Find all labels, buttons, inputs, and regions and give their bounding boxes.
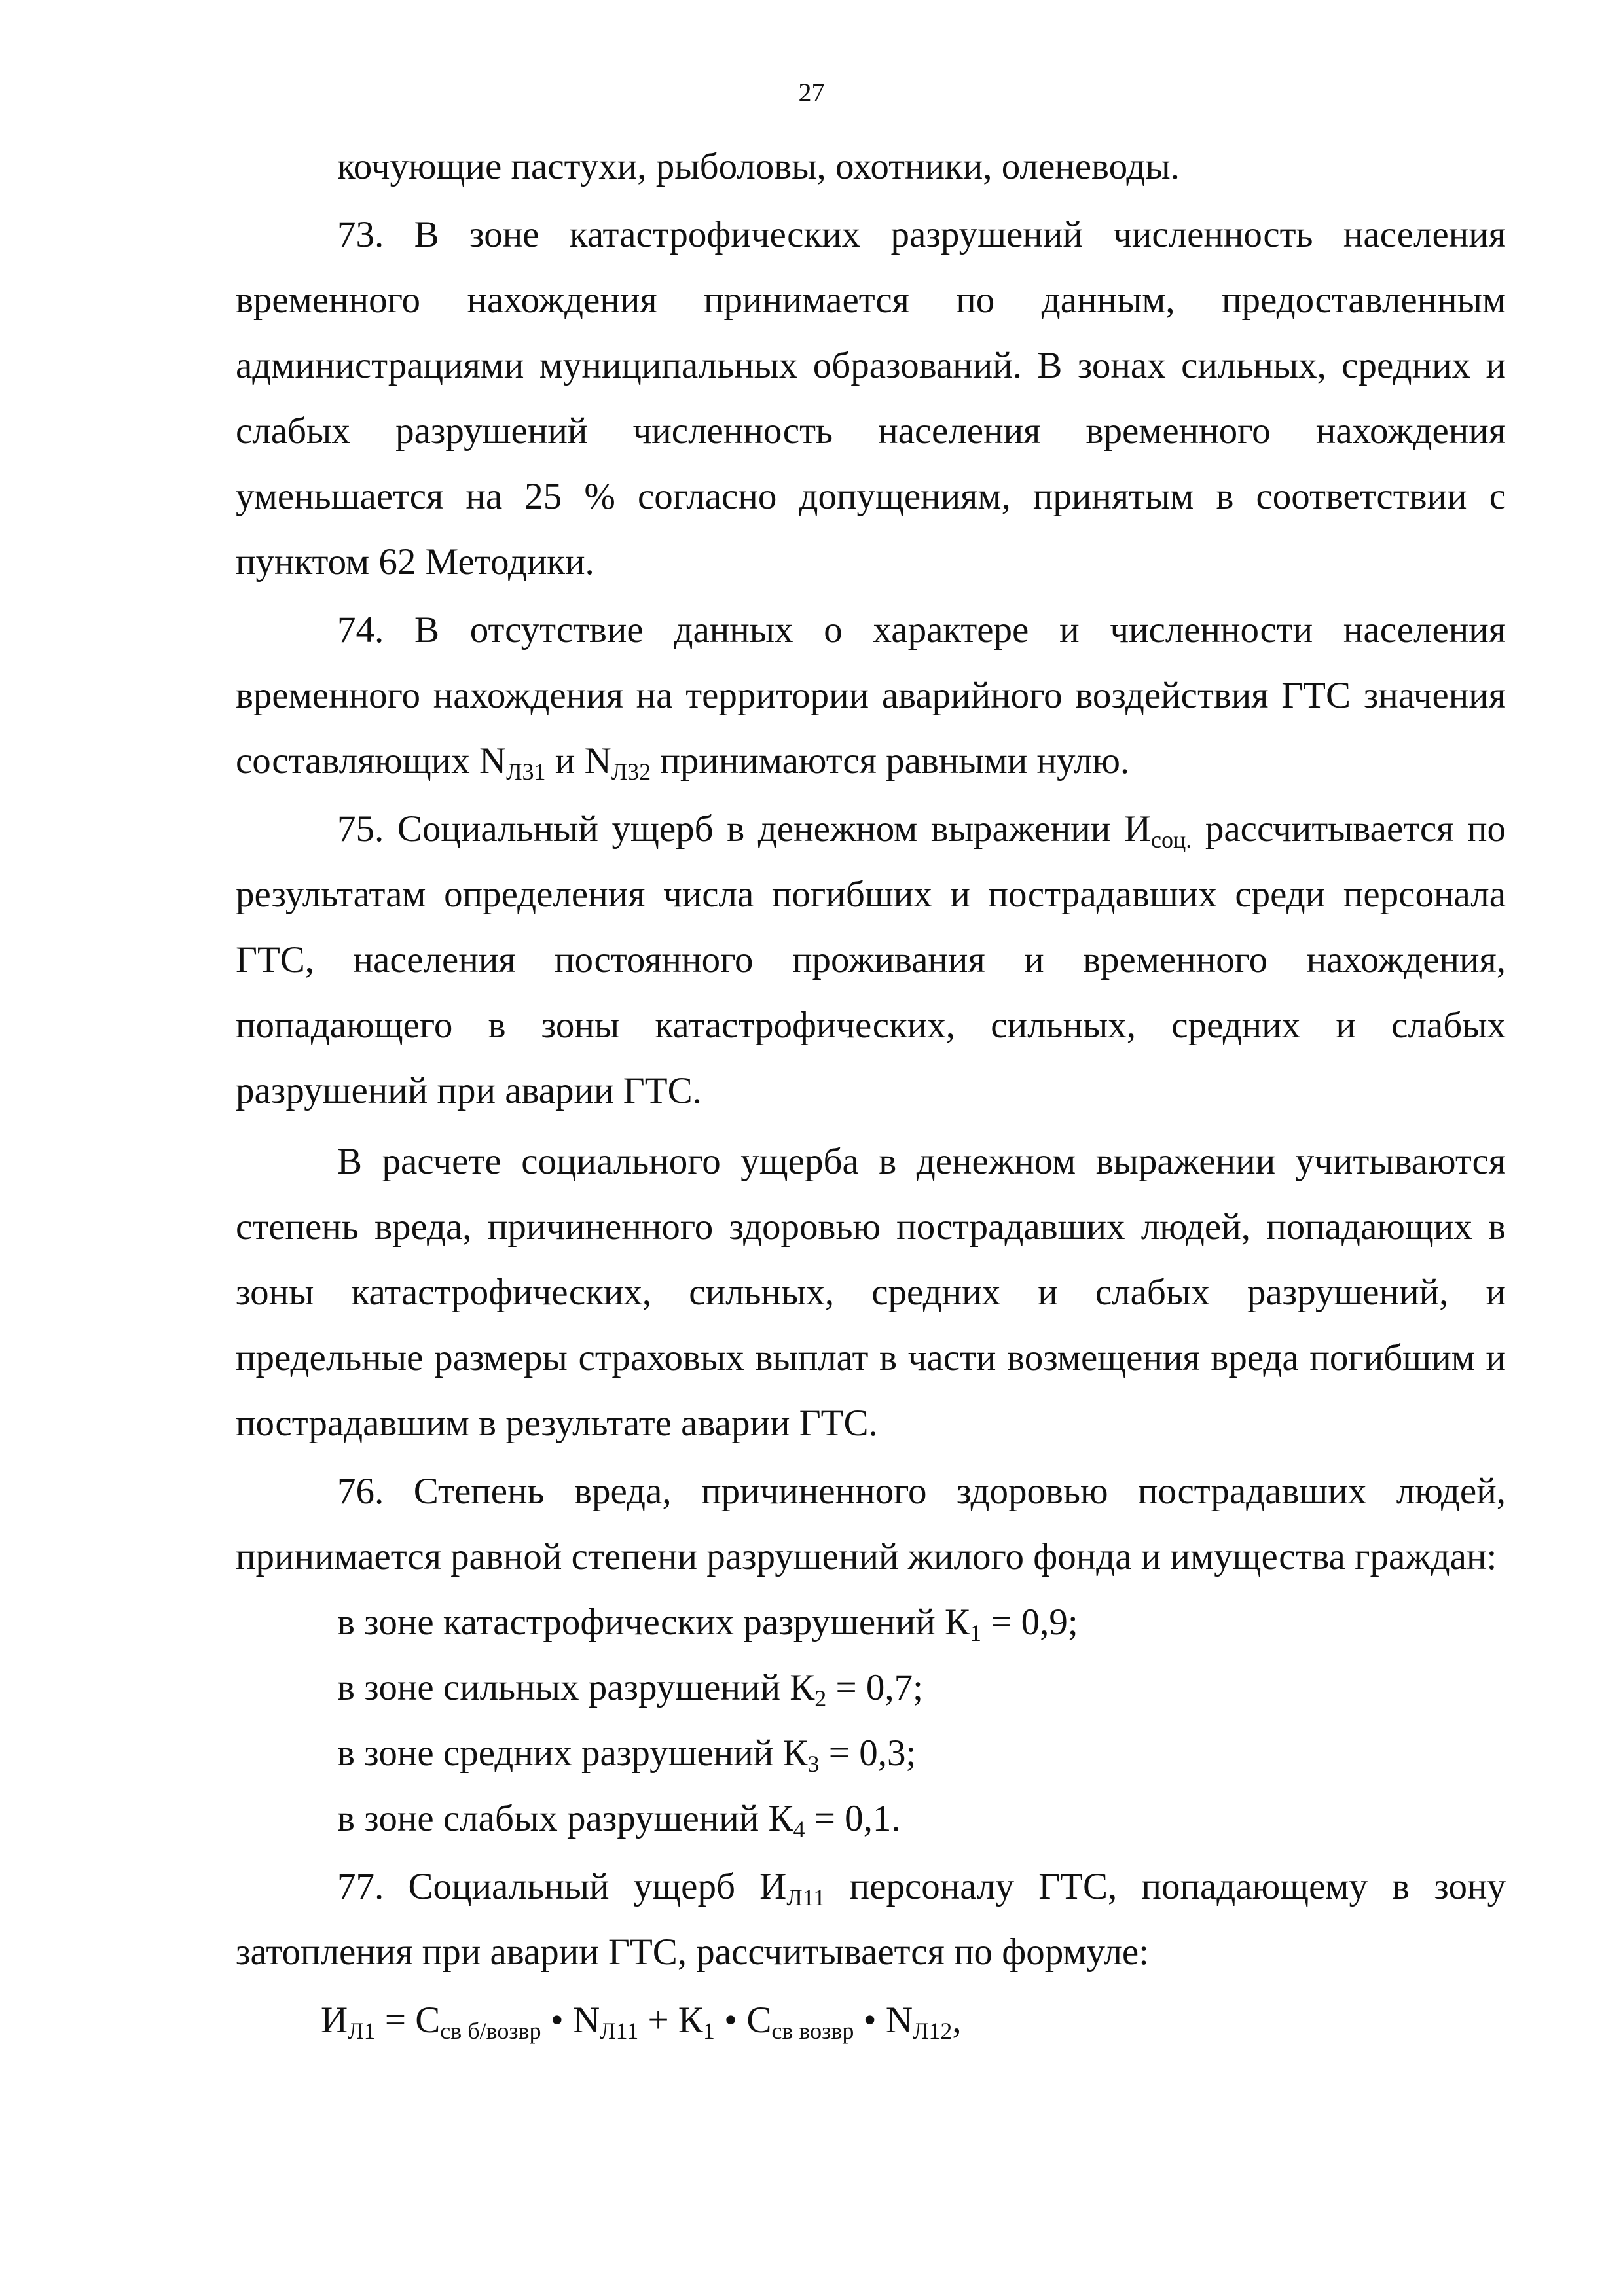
p77-text-2: персоналу ГТС, попадающему в зону затопления при аварии ГТС, рассчитывается по формуле:	[236, 1866, 1506, 1973]
k3-text-1: в зоне средних разрушений К	[337, 1732, 808, 1774]
p74-text-2: и N	[545, 740, 611, 781]
paragraph-73: 73. В зоне катастрофических разрушений численность населения временного нахождения принимается по данным, предоставленным администрациями муниципальных образований. В зонах сильных, средних и слабых разрушений численность населения временного нахождения уменьшается на 25 % согласно допущениям, принятым в соответствии с пунктом 62 Методики.	[236, 214, 1506, 583]
paragraph-75	[236, 797, 1506, 1124]
coefficient-k1	[236, 1590, 1506, 1655]
paragraph-77	[236, 1854, 1506, 1985]
p75-subscript-1: соц.	[1151, 827, 1192, 853]
p77-text-1: 77. Социальный ущерб И	[337, 1866, 787, 1907]
formula-sub-5: св возвр	[771, 2018, 854, 2044]
formula-sub-3: Л11	[600, 2018, 639, 2044]
k1-text-1: в зоне катастрофических разрушений К	[337, 1602, 970, 1643]
k2-text-2: = 0,7;	[826, 1667, 923, 1708]
coefficient-k2	[236, 1655, 1506, 1721]
k4-subscript: 4	[793, 1816, 805, 1842]
formula-sub-2: св б/возвр	[440, 2018, 541, 2044]
formula-social-damage	[236, 1988, 1506, 2053]
k3-text-2: = 0,3;	[819, 1732, 917, 1774]
coefficient-k4	[236, 1786, 1506, 1852]
coefficient-k3	[236, 1721, 1506, 1786]
paragraph-74	[236, 598, 1506, 794]
formula-sub-1: Л1	[348, 2018, 376, 2044]
formula-part-5: • С	[714, 2000, 772, 2041]
p75-text-1: 75. Социальный ущерб в денежном выражении И	[337, 808, 1152, 850]
paragraph-75-continued: В расчете социального ущерба в денежном выражении учитываются степень вреда, причиненного здоровью пострадавших людей, попадающих в зоны катастрофических, сильных, средних и слабых разрушений, и предельные размеры страховых выплат в части возмещения вреда погибшим и пострадавшим в результате аварии ГТС.	[236, 1141, 1506, 1444]
formula-part-6: • N	[854, 2000, 913, 2041]
p77-subscript: Л11	[786, 1884, 826, 1910]
p74-text-3: принимаются равными нулю.	[651, 740, 1130, 781]
k3-subscript: 3	[807, 1751, 820, 1777]
formula-part-1: И	[321, 2000, 348, 2041]
k4-text-2: = 0,1.	[805, 1798, 901, 1839]
paragraph-continuation: кочующие пастухи, рыболовы, охотники, оленеводы.	[337, 146, 1180, 187]
page-number: 27	[798, 78, 825, 107]
p74-text-1: 74. В отсутствие данных о характере и численности населения временного нахождения на территории аварийного воздействия ГТС значения составляющих N	[236, 609, 1506, 781]
formula-part-7: ,	[952, 2000, 962, 2041]
k1-text-2: = 0,9;	[981, 1602, 1078, 1643]
k1-subscript: 1	[969, 1620, 981, 1646]
formula-sub-4: 1	[702, 2018, 715, 2044]
k2-subscript: 2	[814, 1685, 827, 1712]
formula-part-4: + К	[638, 2000, 703, 2041]
p75-text-2: рассчитывается по результатам определения числа погибших и пострадавших среди персонала ГТС, населения постоянного проживания и временного нахождения, попадающего в зоны катастрофических, сильных, средних и слабых разрушений при аварии ГТС.	[236, 808, 1506, 1111]
p74-subscript-1: Л31	[506, 759, 546, 785]
p74-subscript-2: Л32	[611, 759, 651, 785]
formula-part-2: = С	[375, 2000, 441, 2041]
formula-sub-6: Л12	[912, 2018, 953, 2044]
k2-text-1: в зоне сильных разрушений К	[337, 1667, 815, 1708]
paragraph-76: 76. Степень вреда, причиненного здоровью пострадавших людей, принимается равной степени разрушений жилого фонда и имущества граждан:	[236, 1471, 1506, 1577]
formula-part-3: • N	[541, 2000, 600, 2041]
k4-text-1: в зоне слабых разрушений К	[337, 1798, 793, 1839]
document-body	[236, 134, 1506, 2053]
